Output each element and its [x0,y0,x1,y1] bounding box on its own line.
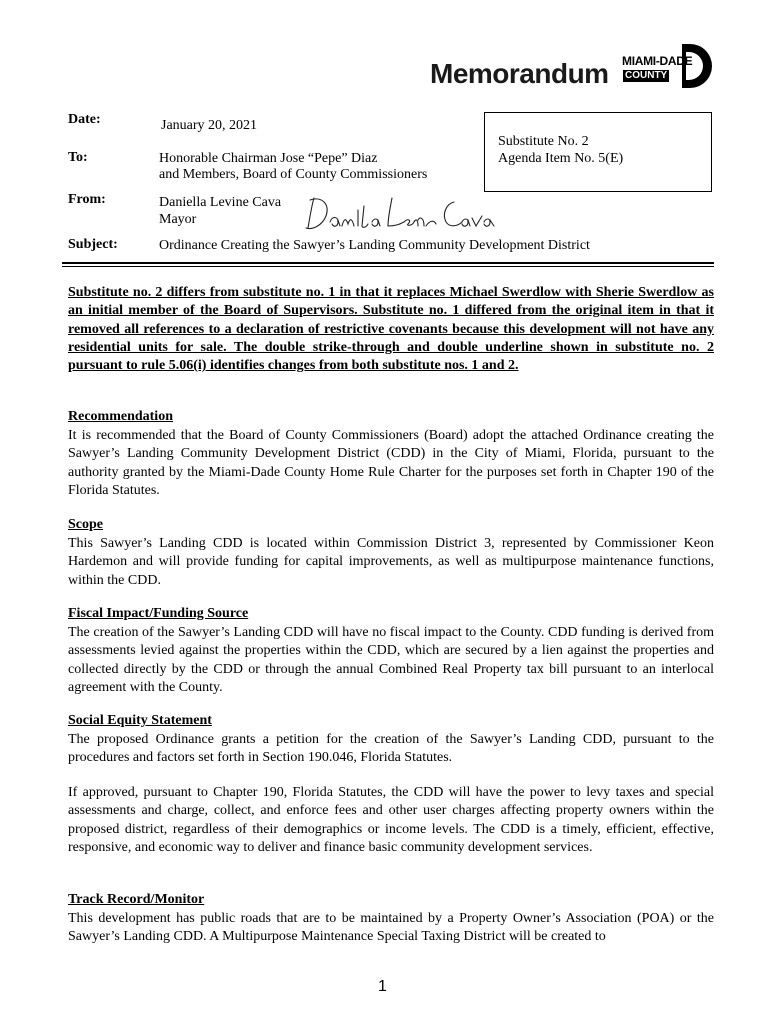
page-number: 1 [378,978,387,995]
mayor-signature [300,188,500,240]
date-value: January 20, 2021 [161,118,258,133]
fiscal-impact-heading: Fiscal Impact/Funding Source [68,606,249,621]
header-rule-thick [62,262,714,264]
social-equity-text-2: If approved, pursuant to Chapter 190, Florida Statutes, the CDD will have the power to levy taxes and special assessments and charge, collect, and enforce fees and other user charges affecting property owners within the proposed district, regardless of their demographics or income levels. The CDD is a timely, efficient, effective, responsive, and economic way to deliver and finance basic community development services. [68,785,714,855]
from-label: From: [68,192,106,207]
fiscal-impact-text: The creation of the Sawyer’s Landing CDD will have no fiscal impact to the County. CDD funding is derived from assessments levied against the properties within the CDD, which are secured by a lien against the properties and collected directly by the CDD or through the annual Combined Real Property tax bill pursuant to an interlocal agreement with the County. [68,625,714,695]
substitute-number: Substitute No. 2 [498,134,589,149]
miami-dade-logo [620,42,714,90]
recommendation-text: It is recommended that the Board of County Commissioners (Board) adopt the attached Ordinance creating the Sawyer’s Landing Community Development District (CDD) in the City of Miami, Florida, pursuant to the authority granted by the Miami-Dade County Home Rule Charter for the purposes set forth in Chapter 190 of the Florida Statutes. [68,428,714,498]
date-label: Date: [68,112,101,127]
to-value-line-1: Honorable Chairman Jose “Pepe” Diaz [159,151,378,166]
to-label: To: [68,150,88,165]
logo-line-2: COUNTY [625,70,668,81]
subject-value: Ordinance Creating the Sawyer’s Landing Community Development District [159,238,590,253]
social-equity-text-1: The proposed Ordinance grants a petition for the creation of the Sawyer’s Landing CDD, pursuant to the procedures and factors set forth in Section 190.046, Florida Statutes. [68,732,714,766]
social-equity-heading: Social Equity Statement [68,713,212,728]
subject-label: Subject: [68,237,118,252]
agenda-item-box [484,112,712,192]
scope-heading: Scope [68,517,103,532]
from-value-line-2: Mayor [159,212,197,227]
track-record-heading: Track Record/Monitor [68,892,205,907]
header-rule-thin [62,266,714,267]
recommendation-heading: Recommendation [68,409,173,424]
memo-title: Memorandum [430,58,609,89]
scope-text: This Sawyer’s Landing CDD is located within Commission District 3, represented by Commissioner Keon Hardemon and will provide funding for capital improvements, as well as multipurpose maintenance functions, within the CDD. [68,536,714,588]
from-value-line-1: Daniella Levine Cava [159,195,282,210]
agenda-item-number: Agenda Item No. 5(E) [498,151,624,166]
logo-line-1: MIAMI-DADE [622,54,693,68]
track-record-text: This development has public roads that are to be maintained by a Property Owner’s Association (POA) or the Sawyer’s Landing CDD. A Multipurpose Maintenance Special Taxing District will be created to [68,911,714,945]
to-value-line-2: and Members, Board of County Commissioners [159,167,428,182]
substitute-intro: Substitute no. 2 differs from substitute no. 1 in that it replaces Michael Swerdlow with Sherie Swerdlow as an initial member of the Board of Supervisors. Substitute no. 1 differed from the original item in that it removed all references to a declaration of restrictive covenants because this development will not have any residential units for sale. The double strike-through and double underline shown in substitute no. 2 pursuant to rule 5.06(i) identifies changes from both substitute nos. 1 and 2. [68,285,714,374]
